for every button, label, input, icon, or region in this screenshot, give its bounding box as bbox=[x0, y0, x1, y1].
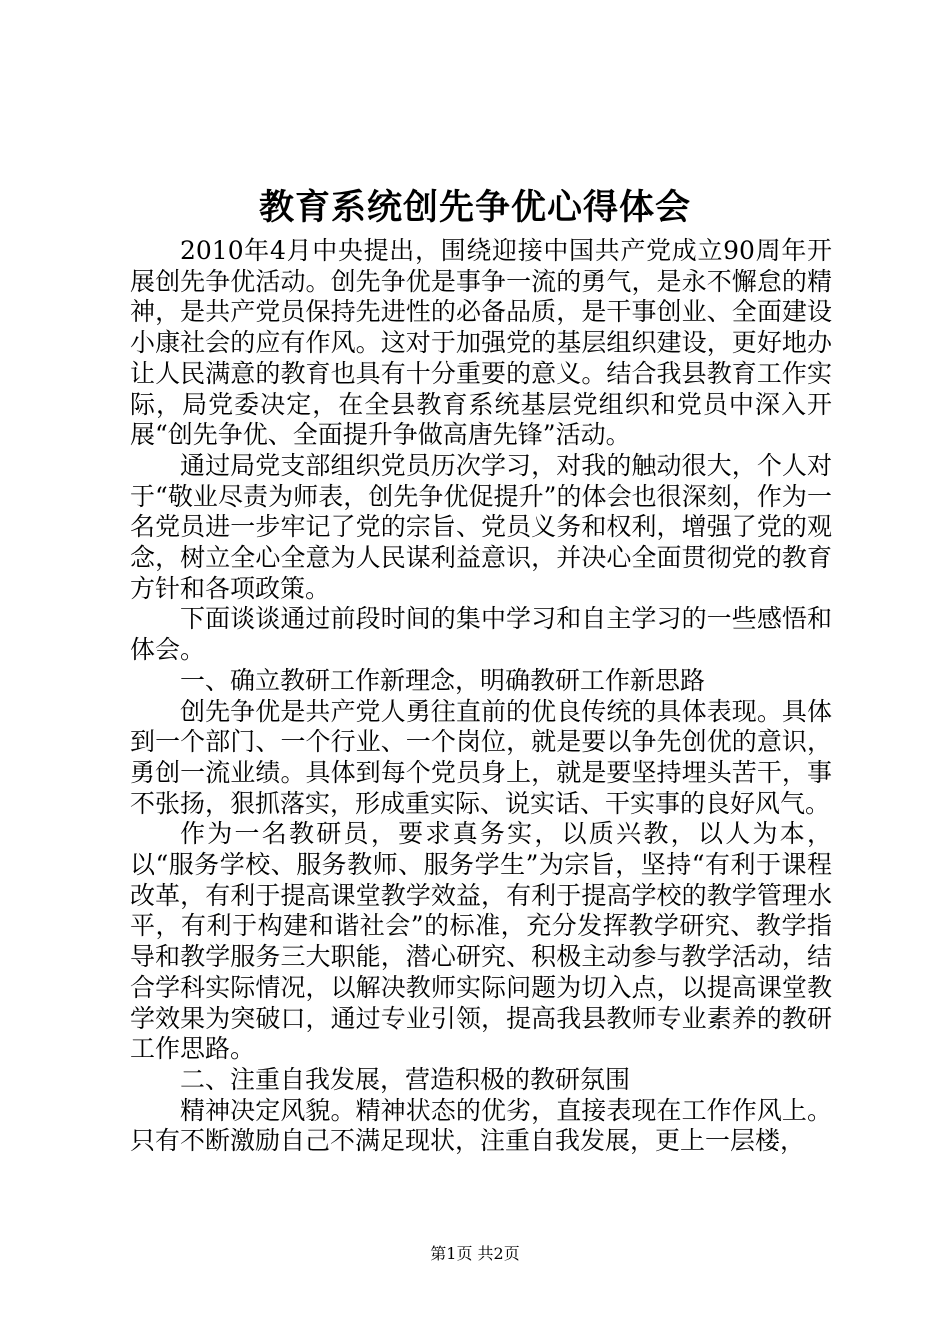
paragraph: 通过局党支部组织党员历次学习，对我的触动很大，个人对于“敬业尽责为师表，创先争优促提升”的体会也很深刻，作为一名党员进一步牢记了党的宗旨、党员义务和权利，增强了党的观念，树立全心全意为人民谋利益意识，并决心全面贯彻党的教育方针和各项政策。 bbox=[130, 450, 832, 603]
paragraph: 创先争优是共产党人勇往直前的优良传统的具体表现。具体到一个部门、一个行业、一个岗位，就是要以争先创优的意识，勇创一流业绩。具体到每个党员身上，就是要坚持埋头苦干，事不张扬，狠抓落实，形成重实际、说实话、干实事的良好风气。 bbox=[130, 696, 832, 818]
page-number: 第1页 bbox=[430, 1244, 473, 1263]
paragraph: 作为一名教研员，要求真务实，以质兴教，以人为本，以“服务学校、服务教师、服务学生”为宗旨，坚持“有利于课程改革，有利于提高课堂教学效益，有利于提高学校的教学管理水平，有利于构建和谐社会”的标准，充分发挥教学研究、教学指导和教学服务三大职能，潜心研究、积极主动参与教学活动，结合学科实际情况，以解决教师实际问题为切入点，以提高课堂教学效果为突破口，通过专业引领，提高我县教师专业素养的教研工作思路。 bbox=[130, 819, 832, 1064]
section-heading: 二、注重自我发展，营造积极的教研氛围 bbox=[180, 1064, 631, 1094]
paragraph: 下面谈谈通过前段时间的集中学习和自主学习的一些感悟和体会。 bbox=[130, 604, 832, 665]
paragraph: 2010年4月中央提出，围绕迎接中国共产党成立90周年开展创先争优活动。创先争优是事争一流的勇气，是永不懈怠的精神，是共产党员保持先进性的必备品质，是干事创业、全面建设小康社会的应有作风。这对于加强党的基层组织建设，更好地办让人民满意的教育也具有十分重要的意义。结合我县教育工作实际，局党委决定，在全县教育系统基层党组织和党员中深入开展“创先争优、全面提升争做高唐先锋”活动。 bbox=[130, 236, 832, 450]
section-heading: 一、确立教研工作新理念，明确教研工作新思路 bbox=[180, 665, 706, 695]
document-body bbox=[130, 236, 832, 1157]
page-total: 共2页 bbox=[477, 1244, 520, 1263]
page-footer bbox=[0, 1243, 950, 1265]
document-title: 教育系统创先争优心得体会 bbox=[258, 187, 691, 228]
paragraph: 精神决定风貌。精神状态的优劣，直接表现在工作作风上。只有不断激励自己不满足现状，注重自我发展，更上一层楼， bbox=[130, 1095, 832, 1156]
